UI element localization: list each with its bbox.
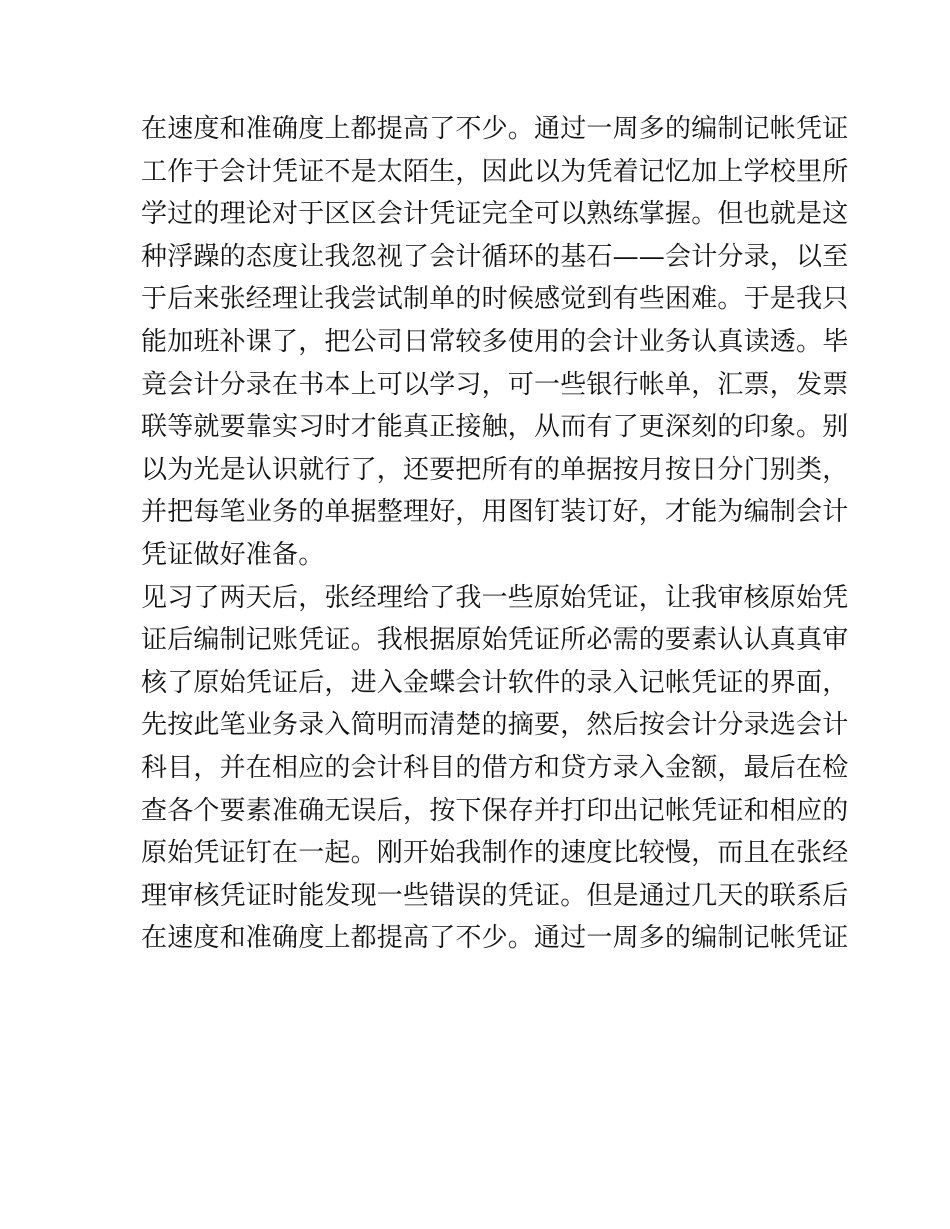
text-line-2: 工作于会计凭证不是太陌生，因此以为凭着记忆加上学校里所 [141,156,849,187]
text-line-5: 于后来张经理让我尝试制单的时候感觉到有些困难。于是我只 [141,284,849,315]
text-line-7: 竟会计分录在书本上可以学习，可一些银行帐单，汇票，发票 [141,369,849,400]
text-line-18: 原始凭证钉在一起。刚开始我制作的速度比较慢，而且在张经 [141,838,849,869]
text-line-17: 查各个要素准确无误后，按下保存并打印出记帐凭证和相应的 [141,795,849,826]
text-line-10: 并把每笔业务的单据整理好，用图钉装订好，才能为编制会计 [141,497,849,528]
text-line-15: 先按此笔业务录入简明而清楚的摘要，然后按会计分录选会计 [141,710,849,741]
text-line-8: 联等就要靠实习时才能真正接触，从而有了更深刻的印象。别 [141,412,849,443]
text-line-3: 学过的理论对于区区会计凭证完全可以熟练掌握。但也就是这 [141,199,849,230]
text-line-13: 证后编制记账凭证。我根据原始凭证所必需的要素认认真真审 [141,625,849,656]
text-line-14: 核了原始凭证后，进入金蝶会计软件的录入记帐凭证的界面， [141,667,849,698]
text-line-11: 凭证做好准备。 [141,539,325,570]
text-line-6: 能加班补课了，把公司日常较多使用的会计业务认真读透。毕 [141,326,849,357]
body-text [141,108,849,960]
text-line-1: 在速度和准确度上都提高了不少。通过一周多的编制记帐凭证 [141,114,849,144]
text-line-19: 理审核凭证时能发现一些错误的凭证。但是通过几天的联系后 [141,880,849,911]
text-line-16: 科目，并在相应的会计科目的借方和贷方录入金额，最后在检 [141,752,849,783]
text-line-4: 种浮躁的态度让我忽视了会计循环的基石——会计分录，以至 [141,241,849,272]
text-line-9: 以为光是认识就行了，还要把所有的单据按月按日分门别类， [141,454,849,485]
text-line-12: 见习了两天后，张经理给了我一些原始凭证，让我审核原始凭 [141,582,849,613]
text-line-20: 在速度和准确度上都提高了不少。通过一周多的编制记帐凭证 [141,923,849,954]
